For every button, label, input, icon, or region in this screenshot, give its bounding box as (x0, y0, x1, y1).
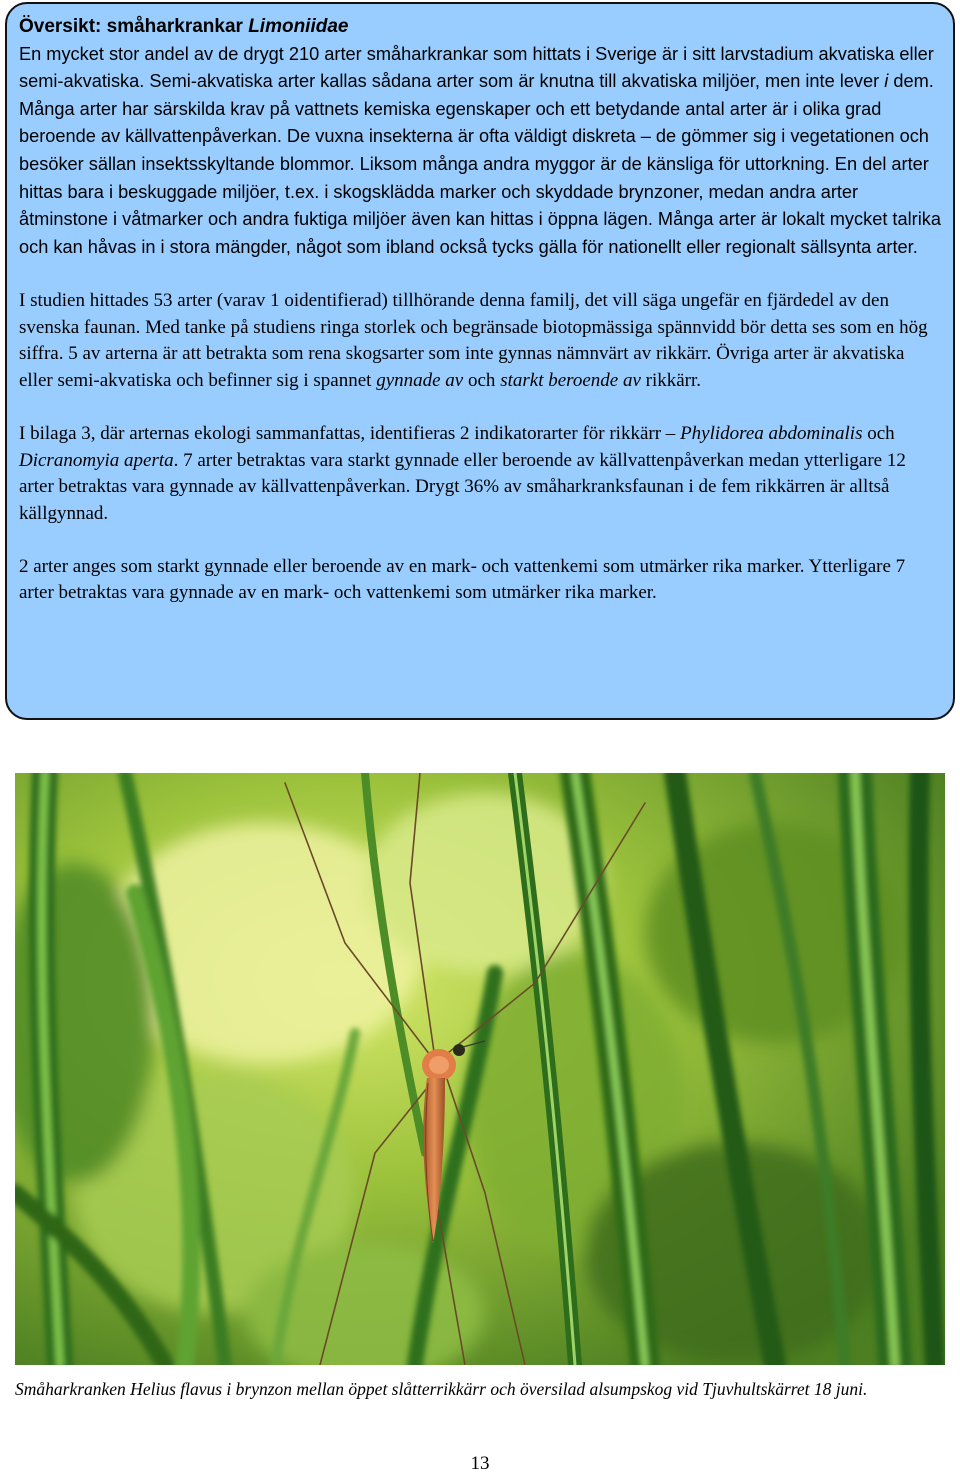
crane-fly-photo (15, 773, 945, 1365)
overview-box (5, 2, 955, 720)
page-number: 13 (470, 1453, 490, 1474)
paragraph-1-text-a: En mycket stor andel av de drygt 210 arter småharkrankar som hittats i Sverige är i sitt larvstadium akvatiska eller semi-akvatiska. Semi-akvatiska arter kallas sådana arter som är knutna till akvatiska miljöer, men inte lever (19, 43, 934, 92)
species-dicranomyia: Dicranomyia aperta (19, 449, 174, 471)
paragraph-3-text-a: I bilaga 3, där arternas ekologi sammanfattas, identifieras 2 indikatorarter för rikkärr – (19, 422, 681, 444)
paragraph-1-italic-i: i (884, 71, 889, 92)
paragraph-1-text-b: dem. Många arter har särskilda krav på vattnets kemiska egenskaper och ett betydande antal arter är i olika grad beroende av källvattenpåverkan. De vuxna insekterna är ofta väldigt diskreta – de gömmer sig i vegetationen och besöker sällan insektsskyltande blommor. Liksom många andra myggor är de känsliga för uttorkning. En del arter hittas bara i beskuggade miljöer, t.ex. i skogsklädda marker och skyddade brynzoner, medan andra arter åtminstone i våtmarker och andra fuktiga miljöer även kan hittas i öppna lägen. Många arter är lokalt mycket talrika och kan håvas in i stora mängder, något som ibland också tycks gälla för nationellt eller regionalt sällsynta arter. (19, 71, 941, 257)
box-paragraph-1 (19, 14, 941, 261)
paragraph-2-text-c: rikkärr. (640, 369, 702, 391)
paragraph-2-italic-b: starkt beroende av (500, 369, 641, 391)
paragraph-3-text-c: . 7 arter betraktas vara starkt gynnade eller beroende av källvattenpåverkan medan ytterligare 12 arter betraktas vara gynnade av källvattenpåverkan. Drygt 36% av småharkranksfaunan i de fem rikkärren är alltså källgynnad. (19, 449, 906, 524)
species-phylidorea: Phylidorea abdominalis (680, 422, 863, 444)
paragraph-2-italic-a: gynnade av (376, 369, 464, 391)
box-title-text: Översikt: småharkrankar (19, 16, 249, 37)
crane-fly-illustration (15, 773, 945, 1365)
paragraph-2-text-b: och (463, 369, 501, 391)
box-title-family: Limoniidae (248, 16, 349, 37)
photo-caption: Småharkranken Helius flavus i brynzon mellan öppet slåtterrikkärr och översilad alsumpskog vid Tjuvhultskärret 18 juni. (15, 1379, 868, 1399)
box-paragraph-3 (19, 421, 941, 527)
paragraph-3-text-b: och (862, 422, 895, 444)
paragraph-2-text-a: I studien hittades 53 arter (varav 1 oidentifierad) tillhörande denna familj, det vill säga ungefär en fjärdedel av den svenska faunan. Med tanke på studiens ringa storlek och begränsade biotopmässiga spännvidd bör detta ses som en hög siffra. 5 av arterna är att betrakta som rena skogsarter som inte gynnas nämnvärt av rikkärr. Övriga arter är akvatiska eller semi-akvatiska och befinner sig i spannet (19, 289, 928, 391)
box-title (19, 16, 348, 37)
box-paragraph-2 (19, 288, 941, 394)
box-paragraph-4: 2 arter anges som starkt gynnade eller beroende av en mark- och vattenkemi som utmärker rika marker. Ytterligare 7 arter betraktas vara gynnade av en mark- och vattenkemi som utmärker rika marker. (19, 555, 906, 604)
